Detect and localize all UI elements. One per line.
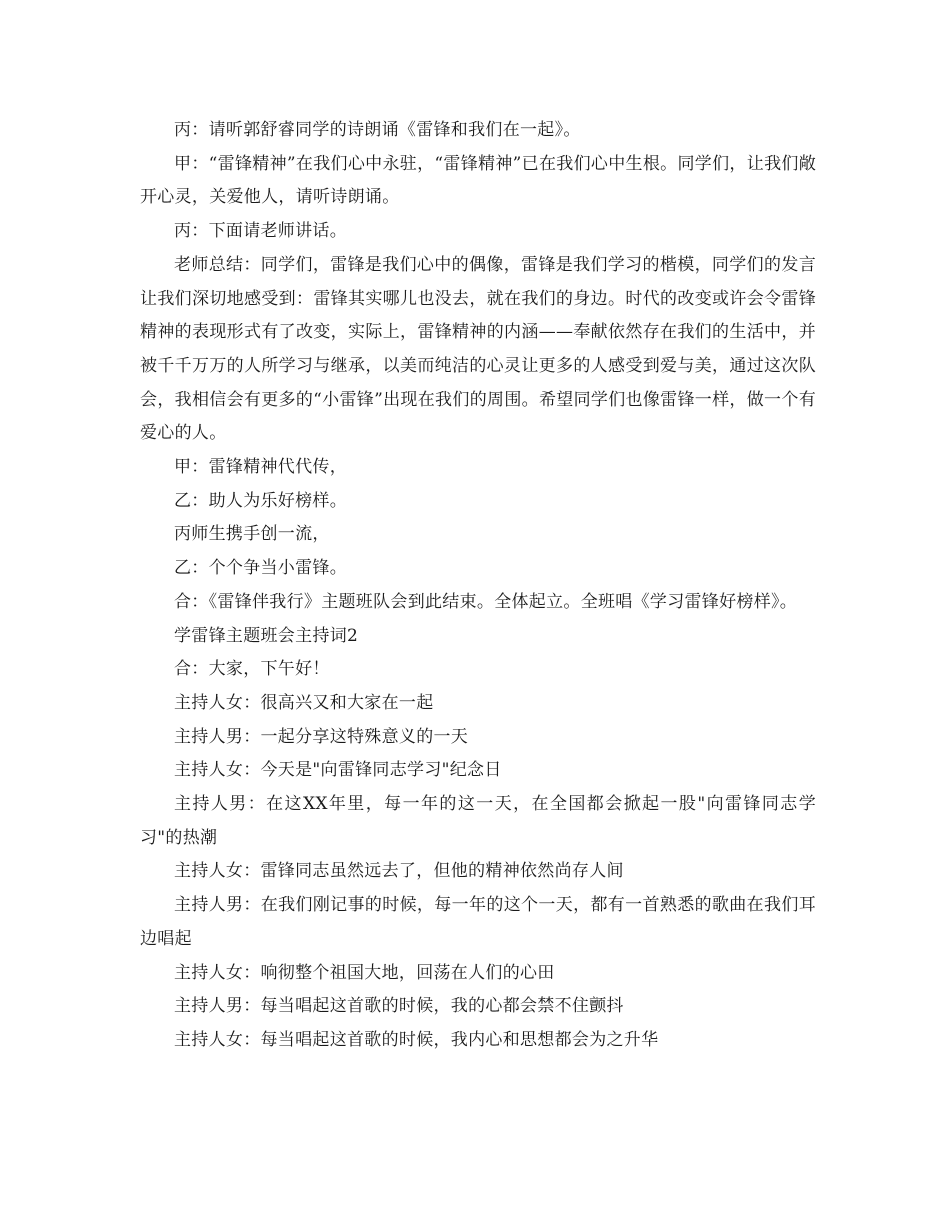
document-page: [140, 114, 816, 1058]
paragraph: 主持人男：每当唱起这首歌的时候，我的心都会禁不住颤抖: [174, 996, 624, 1017]
paragraph: 丙师生携手创一流，: [174, 524, 330, 545]
paragraph: 丙：下面请老师讲话。: [174, 221, 347, 242]
paragraph: 甲：雷锋精神代代传，: [174, 457, 347, 478]
paragraph: 主持人男：在我们刚记事的时候，每一年的这个一天，都有一首熟悉的歌曲在我们耳边唱起: [140, 895, 816, 949]
paragraph: 主持人女：很高兴又和大家在一起: [174, 692, 434, 713]
paragraph: 合：大家，下午好！: [174, 659, 330, 680]
paragraph: 乙：个个争当小雷锋。: [174, 558, 347, 579]
paragraph: 丙：请听郭舒睿同学的诗朗诵《雷锋和我们在一起》。: [174, 120, 581, 140]
paragraph: 主持人女：雷锋同志虽然远去了，但他的精神依然尚存人间: [174, 861, 624, 882]
paragraph: 主持人女：今天是"向雷锋同志学习"纪念日: [174, 760, 502, 781]
paragraph: 合：《雷锋伴我行》主题班队会到此结束。全体起立。全班唱《学习雷锋好榜样》。: [174, 591, 798, 612]
paragraph: 主持人男：在这XX年里，每一年的这一天，在全国都会掀起一股"向雷锋同志学习"的热潮: [140, 794, 816, 848]
paragraph: 主持人女：响彻整个祖国大地，回荡在人们的心田: [174, 962, 555, 983]
paragraph: 乙：助人为乐好榜样。: [174, 490, 347, 511]
paragraph: 主持人男：一起分享这特殊意义的一天: [174, 726, 469, 747]
paragraph: 老师总结：同学们，雷锋是我们心中的偶像，雷锋是我们学习的楷模，同学们的发言让我们深切地感受到：雷锋其实哪儿也没去，就在我们的身边。时代的改变或许会令雷锋精神的表现形式有了改变，实际上，雷锋精神的内涵——奉献依然存在我们的生活中，并被千千万万的人所学习与继承，以美而纯洁的心灵让更多的人感受到爱与美，通过这次队会，我相信会有更多的“小雷锋”出现在我们的周围。希望同学们也像雷锋一样，做一个有爱心的人。: [140, 254, 816, 444]
paragraph: 主持人女：每当唱起这首歌的时候，我内心和思想都会为之升华: [174, 1029, 659, 1050]
section-heading: 学雷锋主题班会主持词2: [174, 625, 359, 646]
paragraph: 甲：“雷锋精神”在我们心中永驻，“雷锋精神”已在我们心中生根。同学们，让我们敞开心灵，关爱他人，请听诗朗诵。: [140, 153, 816, 208]
